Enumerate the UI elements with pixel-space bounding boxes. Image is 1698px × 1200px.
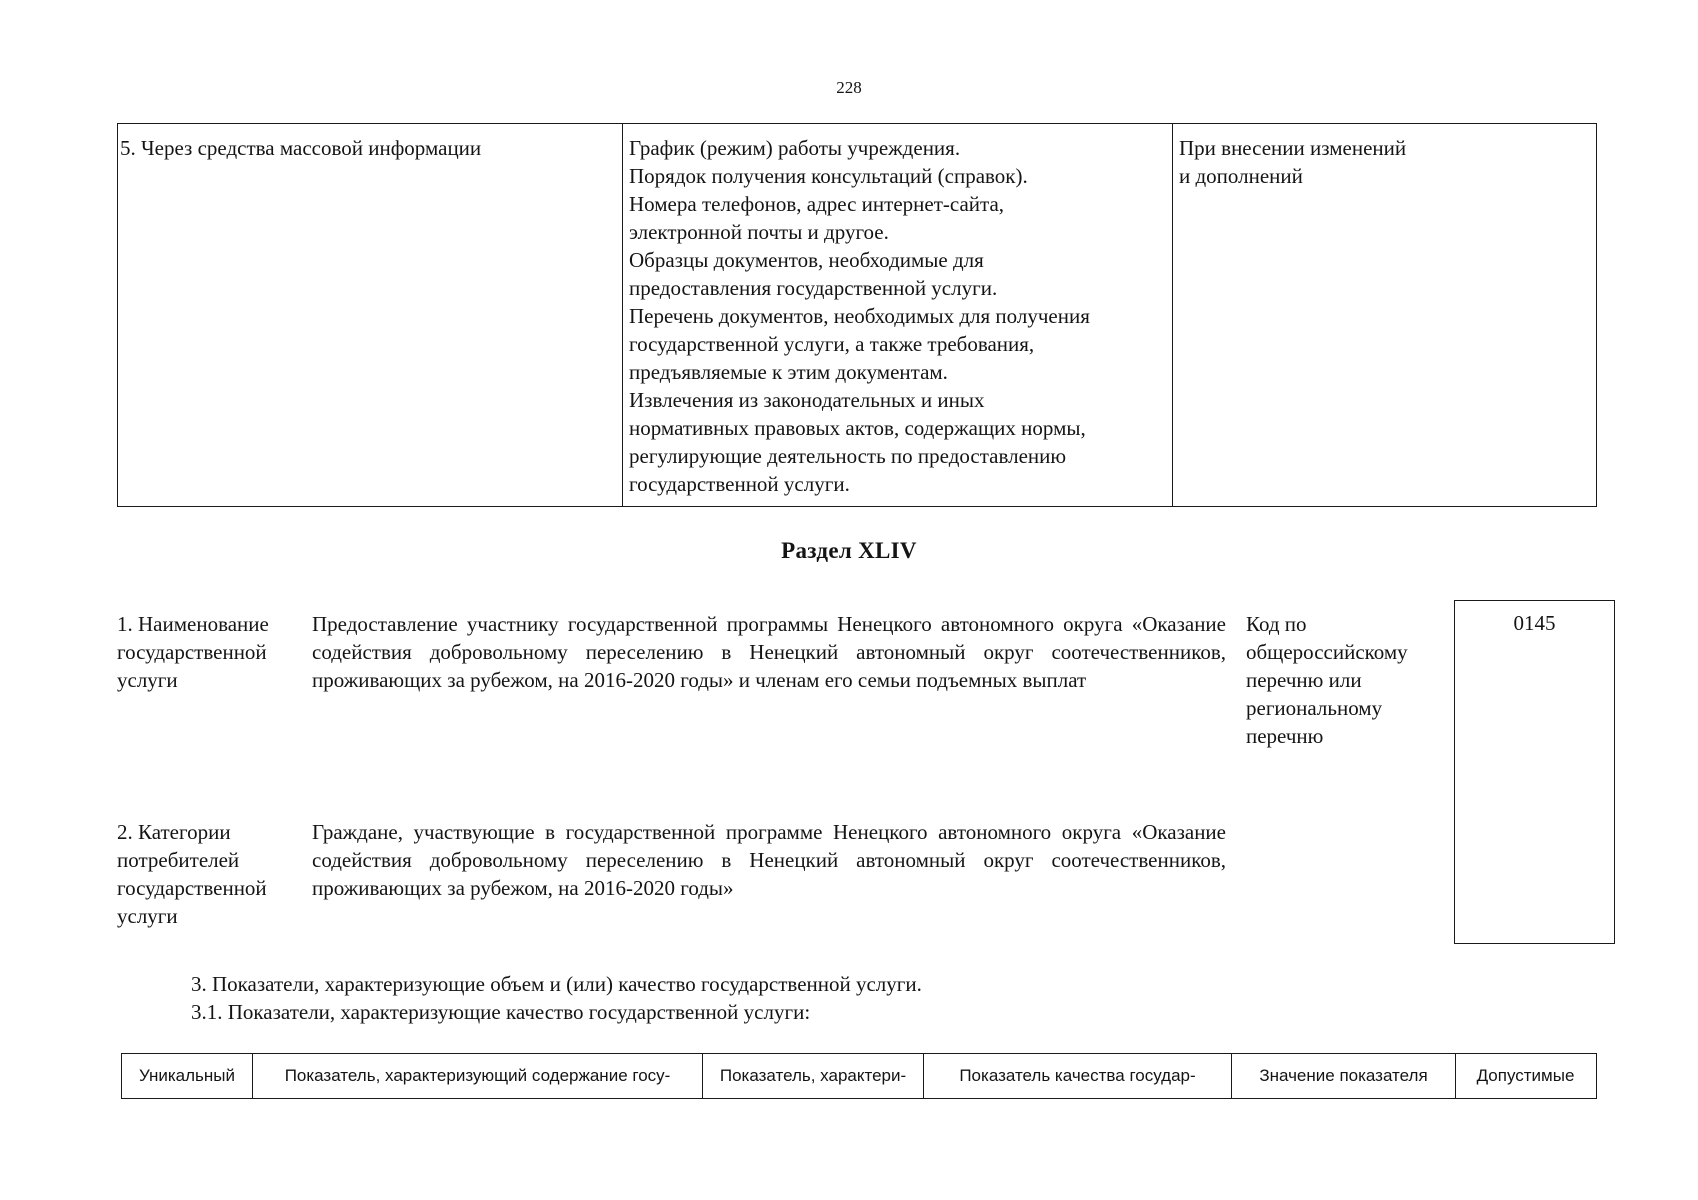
- code-value: 0145: [1513, 611, 1556, 635]
- code-label-line: региональному: [1246, 696, 1383, 720]
- content-line: График (режим) работы учреждения.: [629, 136, 961, 160]
- content-line: предъявляемые к этим документам.: [629, 360, 948, 384]
- frequency-line: При внесении изменений: [1179, 136, 1407, 160]
- item1-label: [117, 610, 302, 694]
- header-text: Показатель качества государ-: [959, 1066, 1196, 1085]
- content-line: Образцы документов, необходимые для: [629, 248, 984, 272]
- code-label-line: общероссийскому: [1246, 640, 1408, 664]
- header-cell: [1231, 1054, 1455, 1098]
- content-line: Порядок получения консультаций (справок).: [629, 164, 1028, 188]
- item1-label-line: государственной: [117, 640, 267, 664]
- content-line: нормативных правовых актов, содержащих нормы,: [629, 416, 1086, 440]
- item3-heading: 3. Показатели, характеризующие объем и (или) качество государственной услуги.: [191, 972, 922, 996]
- content-line: Извлечения из законодательных и иных: [629, 388, 985, 412]
- code-label: [1246, 610, 1416, 750]
- frequency-cell: [1173, 124, 1596, 506]
- content-line: государственной услуги.: [629, 472, 850, 496]
- header-text: Допустимые: [1476, 1066, 1575, 1085]
- section-title: Раздел XLIV: [781, 538, 917, 563]
- code-label-line: Код по: [1246, 612, 1307, 636]
- item2-label-line: государственной: [117, 876, 267, 900]
- service-name-text: Предоставление участнику государственной программы Ненецкого автономного округа «Оказание содействия добровольному переселению в Ненецкий автономный округ соотечественников, проживающих за рубежом, на 2016-2020 годы» и членам его семьи подъемных выплат: [312, 612, 1226, 692]
- item2-label-line: 2. Категории: [117, 820, 231, 844]
- header-cell: [702, 1054, 923, 1098]
- quality-indicators-table-header: [121, 1053, 1597, 1099]
- header-text: Показатель, характери-: [719, 1066, 907, 1085]
- header-text: Показатель, характеризующий содержание госу-: [284, 1066, 671, 1085]
- content-line: предоставления государственной услуги.: [629, 276, 998, 300]
- code-box: [1454, 600, 1615, 944]
- code-label-line: перечню или: [1246, 668, 1362, 692]
- item2-label-line: потребителей: [117, 848, 240, 872]
- frequency-line: и дополнений: [1179, 164, 1303, 188]
- header-cell: [252, 1054, 702, 1098]
- item3-1-heading: 3.1. Показатели, характеризующие качество государственной услуги:: [191, 1000, 811, 1024]
- consumer-categories-text: Граждане, участвующие в государственной программе Ненецкого автономного округа «Оказание содействия добровольному переселению в Ненецкий автономный округ соотечественников, проживающих за рубежом, на 2016-2020 годы»: [312, 820, 1226, 900]
- item1-label-line: услуги: [117, 668, 178, 692]
- content-cell: [623, 124, 1173, 506]
- method-text: 5. Через средства массовой информации: [120, 136, 482, 160]
- item2-label: [117, 818, 302, 930]
- item2-label-line: услуги: [117, 904, 178, 928]
- header-cell: [122, 1054, 252, 1098]
- header-text: Значение показателя: [1259, 1066, 1428, 1085]
- header-cell: [923, 1054, 1231, 1098]
- content-line: Перечень документов, необходимых для получения: [629, 304, 1090, 328]
- content-line: электронной почты и другое.: [629, 220, 889, 244]
- content-line: государственной услуги, а также требования,: [629, 332, 1035, 356]
- method-cell: [118, 124, 623, 506]
- information-methods-table: [117, 123, 1597, 507]
- item1-label-line: 1. Наименование: [117, 612, 269, 636]
- page-number: 228: [836, 78, 862, 97]
- content-line: Номера телефонов, адрес интернет-сайта,: [629, 192, 1005, 216]
- content-line: регулирующие деятельность по предоставлению: [629, 444, 1067, 468]
- header-text: Уникальный: [138, 1066, 236, 1085]
- code-label-line: перечню: [1246, 724, 1324, 748]
- header-cell: [1455, 1054, 1595, 1098]
